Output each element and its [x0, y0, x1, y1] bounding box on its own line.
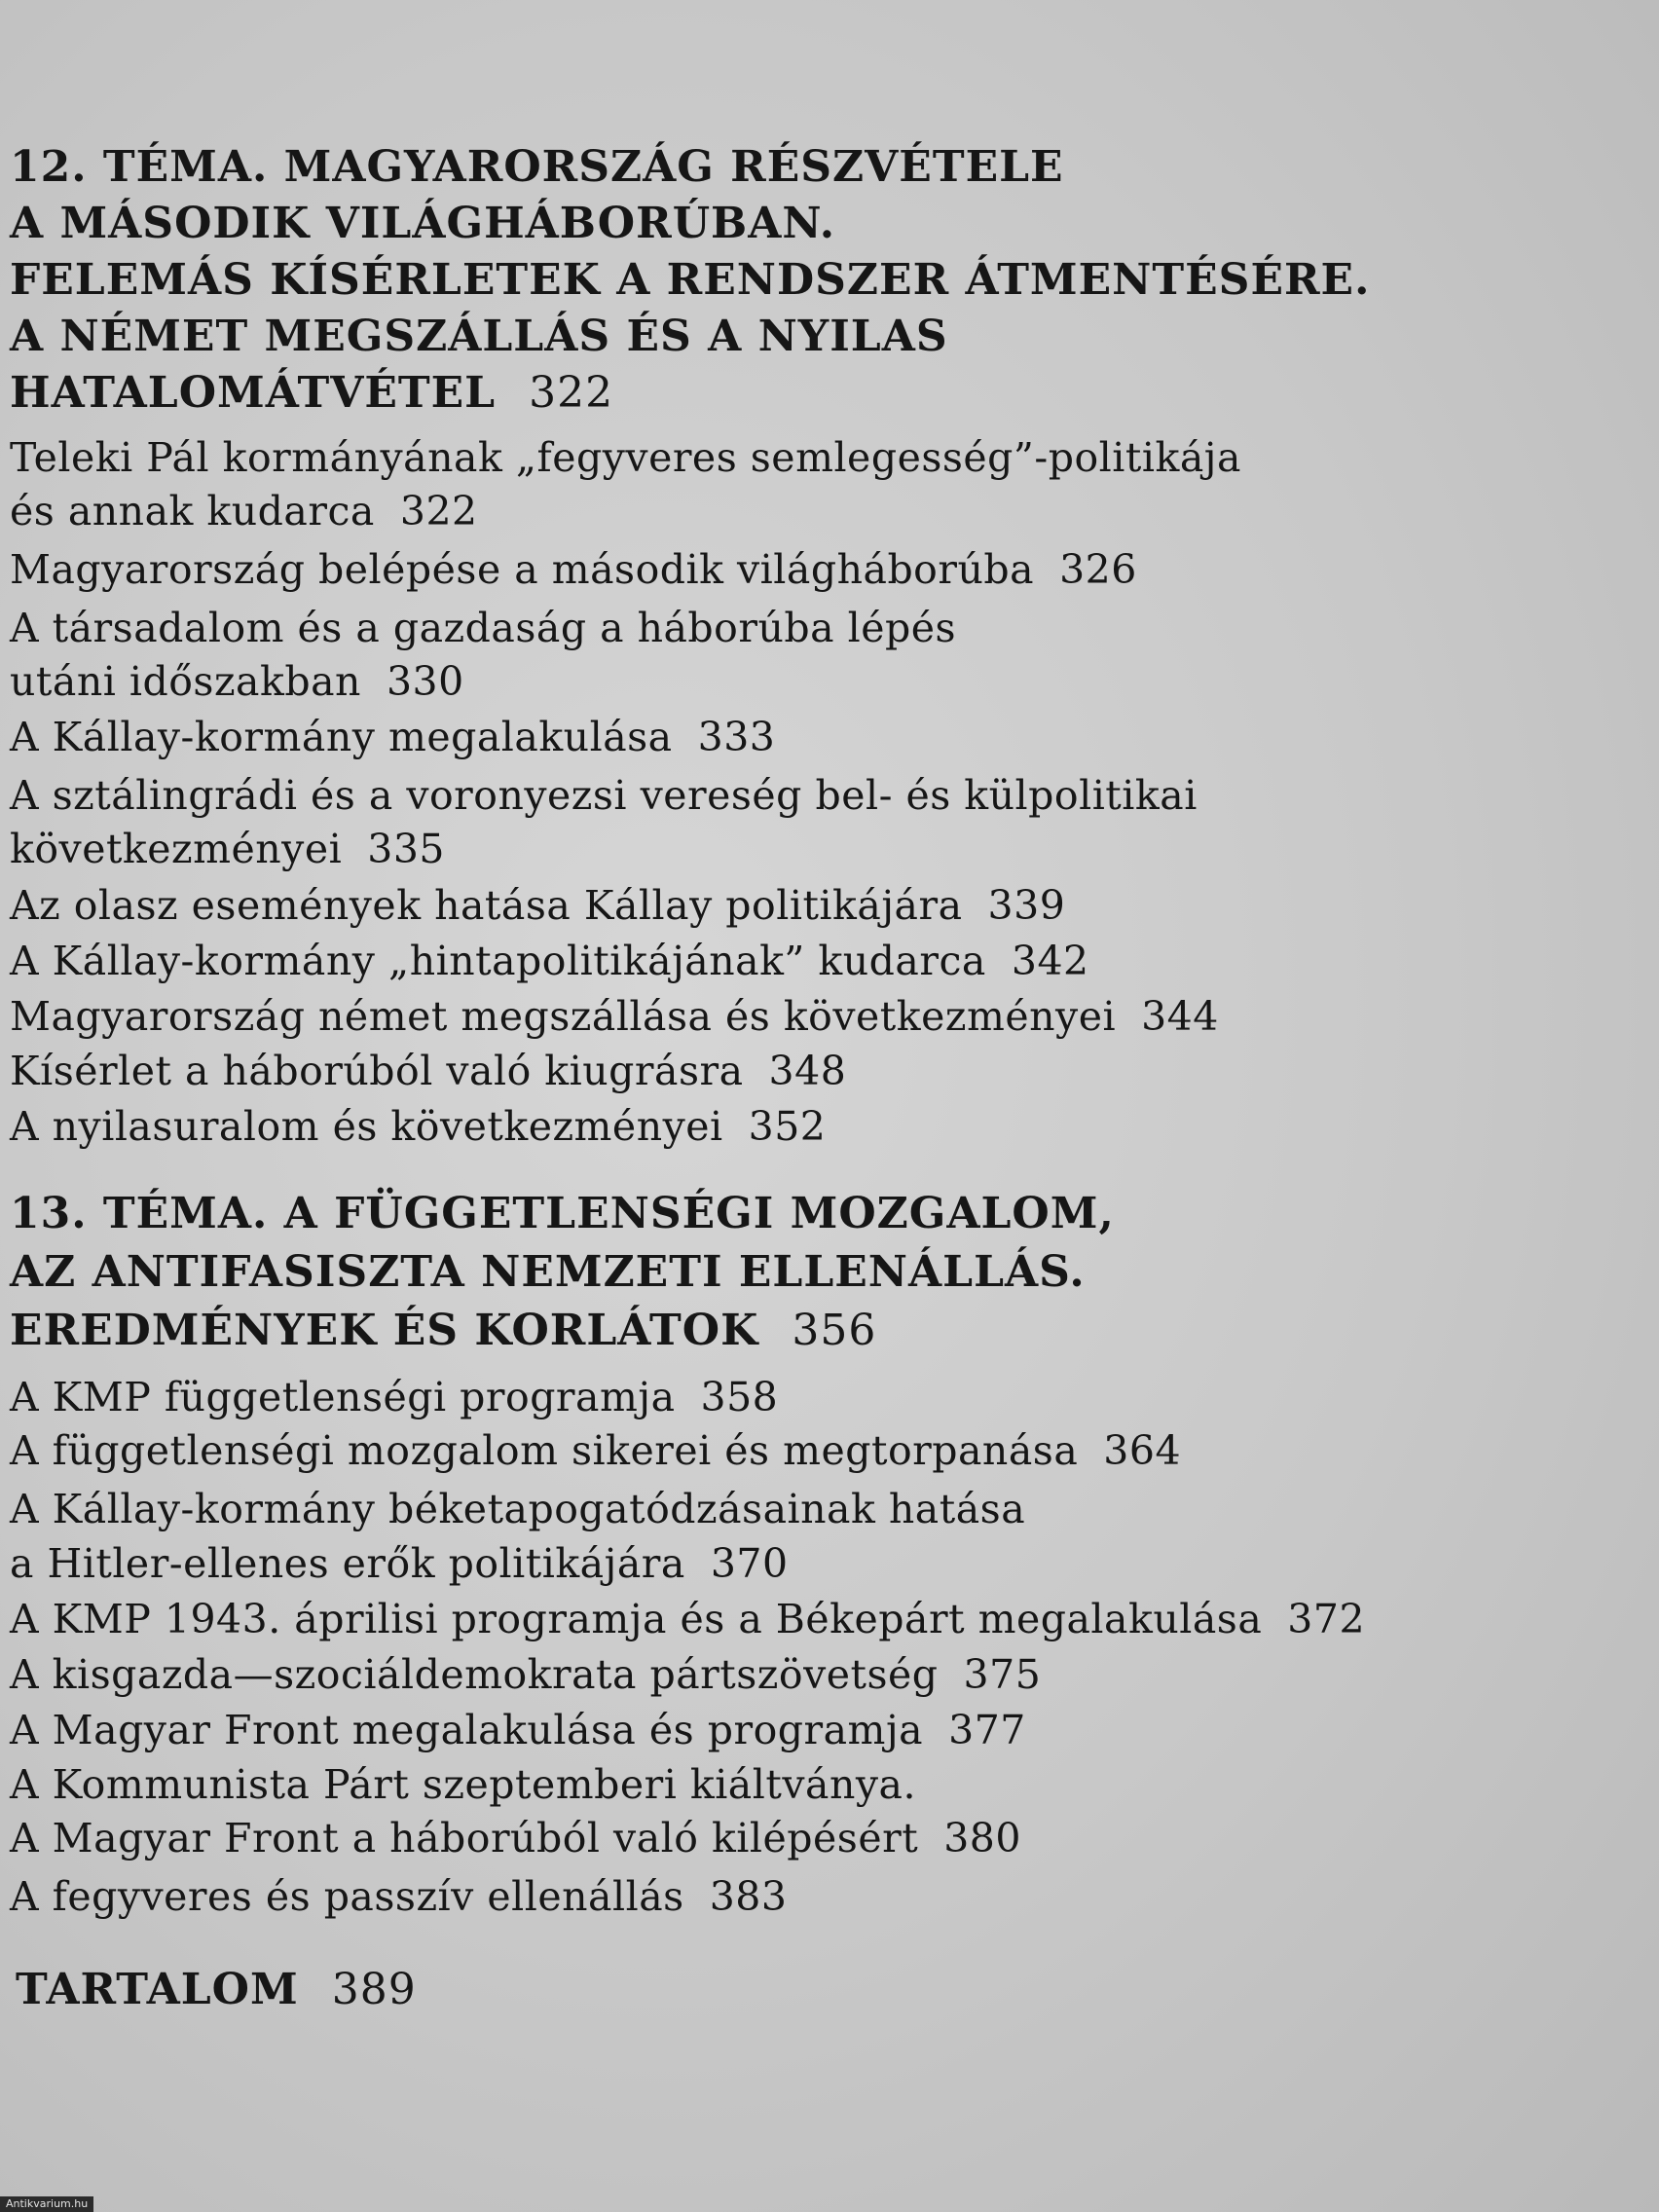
toc-page-number: 326: [1059, 546, 1137, 593]
toc-page-number: 372: [1287, 1596, 1366, 1642]
toc-entry-line: [10, 546, 1137, 593]
section13-title-line-3: [10, 1306, 877, 1355]
toc-entry-text: Az olasz események hatása Kállay politikájára: [10, 882, 963, 929]
toc-entry-text: A Kállay-kormány „hintapolitikájának” kudarca: [10, 938, 986, 984]
toc-entry-text: és annak kudarca: [10, 488, 375, 535]
toc-entry-line: [10, 1707, 1026, 1753]
toc-entry-line: [10, 1374, 779, 1420]
toc-page-number: 342: [1011, 938, 1089, 984]
toc-entry-text: Kísérlet a háborúból való kiugrásra: [10, 1048, 744, 1094]
toc-page-number: 322: [399, 488, 478, 535]
toc-entry-text: A Magyar Front megalakulása és programja: [10, 1707, 924, 1753]
toc-entry-line: [10, 882, 1066, 929]
toc-entry-line: [10, 714, 776, 760]
toc-entry-text: A Magyar Front a háborúból való kilépésért: [10, 1815, 919, 1862]
toc-page-number: 330: [386, 658, 464, 705]
section12-title-line-1: 12. TÉMA. MAGYARORSZÁG RÉSZVÉTELE: [10, 142, 1064, 192]
section12-title-line-2: A MÁSODIK VILÁGHÁBORÚBAN.: [10, 199, 836, 248]
toc-entry-text: a Hitler-ellenes erők politikájára: [10, 1540, 685, 1587]
toc-page-number: 377: [948, 1707, 1026, 1753]
toc-entry-line: [10, 1427, 1182, 1474]
toc-entry-line: [10, 1048, 847, 1094]
section13-title-text: EREDMÉNYEK ÉS KORLÁTOK: [10, 1306, 759, 1355]
toc-entry-line: [10, 1815, 1021, 1862]
toc-entry-line: [10, 1873, 788, 1920]
section12-title-line-5: [10, 368, 614, 418]
section13-title-line-1: 13. TÉMA. A FÜGGETLENSÉGI MOZGALOM,: [10, 1189, 1115, 1238]
toc-page-number: 370: [710, 1540, 789, 1587]
toc-entry-text: A KMP 1943. áprilisi programja és a Békepárt megalakulása: [10, 1596, 1263, 1642]
toc-page-number: 358: [700, 1374, 779, 1420]
toc-entry-line: [10, 993, 1219, 1040]
toc-page-number: 348: [768, 1048, 847, 1094]
contents-line: [16, 1965, 417, 2014]
toc-page-number: 333: [697, 714, 776, 760]
toc-page-number: 339: [987, 882, 1066, 929]
toc-page-number: 383: [709, 1873, 788, 1920]
watermark: Antikvarium.hu: [0, 2196, 93, 2212]
toc-entry-line: [10, 1103, 827, 1150]
toc-entry-line: Teleki Pál kormányának „fegyveres semlegesség”-politikája: [10, 434, 1241, 481]
toc-entry-line: A Kommunista Párt szeptemberi kiáltványa.: [10, 1761, 916, 1808]
contents-page-number: 389: [331, 1965, 417, 2014]
toc-entry-line: [10, 1540, 789, 1587]
toc-entry-text: utáni időszakban: [10, 658, 361, 705]
toc-entry-text: A nyilasuralom és következményei: [10, 1103, 723, 1150]
toc-entry-text: Magyarország német megszállása és következményei: [10, 993, 1117, 1040]
toc-entry-line: A sztálingrádi és a voronyezsi vereség bel- és külpolitikai: [10, 772, 1198, 819]
toc-entry-line: [10, 488, 478, 535]
contents-label: TARTALOM: [16, 1965, 299, 2014]
toc-entry-text: A Kállay-kormány megalakulása: [10, 714, 673, 760]
toc-page-number: 380: [943, 1815, 1021, 1862]
toc-entry-line: [10, 1596, 1366, 1642]
toc-entry-line: A társadalom és a gazdaság a háborúba lépés: [10, 605, 957, 651]
section13-title-line-2: AZ ANTIFASISZTA NEMZETI ELLENÁLLÁS.: [10, 1247, 1086, 1297]
toc-page-number: 364: [1103, 1427, 1182, 1474]
toc-entry-text: A KMP függetlenségi programja: [10, 1374, 676, 1420]
toc-entry-text: Magyarország belépése a második világháborúba: [10, 546, 1035, 593]
section12-title-line-4: A NÉMET MEGSZÁLLÁS ÉS A NYILAS: [10, 312, 948, 361]
toc-entry-line: [10, 938, 1089, 984]
toc-entry-line: A Kállay-kormány béketapogatódzásainak hatása: [10, 1486, 1026, 1532]
toc-entry-text: következményei: [10, 826, 343, 872]
section13-page-number: 356: [792, 1306, 877, 1355]
toc-page-number: 352: [748, 1103, 827, 1150]
toc-page-number: 344: [1141, 993, 1219, 1040]
toc-entry-text: A kisgazda—szociáldemokrata pártszövetség: [10, 1651, 939, 1698]
section12-title-text: HATALOMÁTVÉTEL: [10, 368, 497, 418]
toc-page-number: 375: [963, 1651, 1042, 1698]
toc-entry-line: [10, 1651, 1042, 1698]
toc-page-number: 335: [367, 826, 445, 872]
toc-entry-line: [10, 658, 464, 705]
toc-entry-line: [10, 826, 445, 872]
toc-entry-text: A fegyveres és passzív ellenállás: [10, 1873, 684, 1920]
section12-page-number: 322: [529, 368, 614, 418]
toc-entry-text: A függetlenségi mozgalom sikerei és megtorpanása: [10, 1427, 1079, 1474]
section12-title-line-3: FELEMÁS KÍSÉRLETEK A RENDSZER ÁTMENTÉSÉRE.: [10, 255, 1371, 305]
